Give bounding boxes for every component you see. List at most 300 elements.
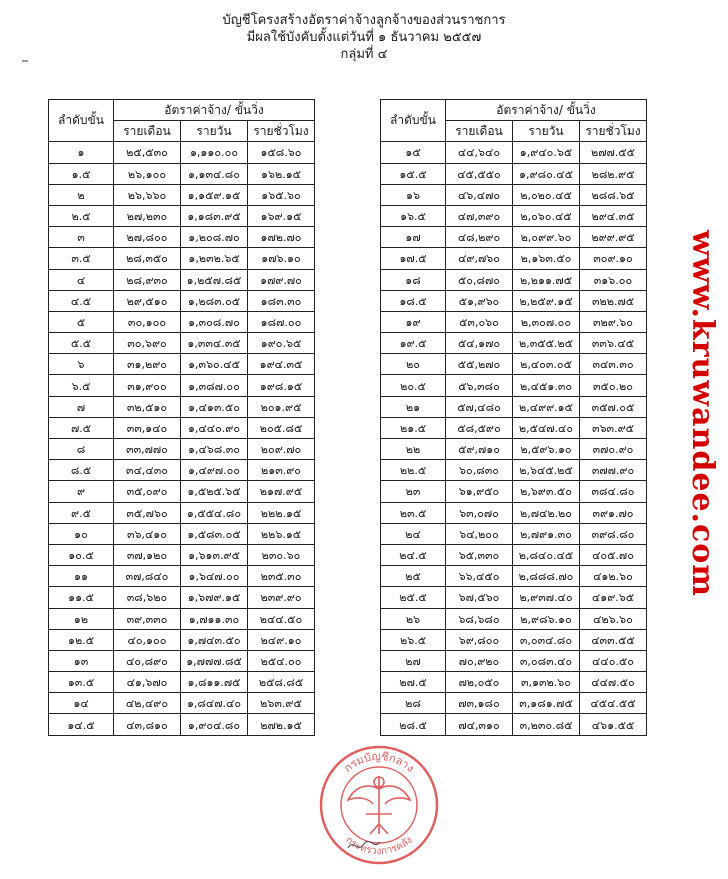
table-row <box>381 333 647 354</box>
monthly-cell: ๕๙,๗๑๐ <box>446 439 513 460</box>
step-cell: ๙ <box>49 481 114 502</box>
table-row <box>49 375 315 396</box>
hourly-cell: ๔๑๙.๖๕ <box>580 587 647 608</box>
hourly-cell: ๓๗๗.๙๐ <box>580 460 647 481</box>
table-row <box>49 672 315 693</box>
table-row <box>381 544 647 565</box>
daily-cell: ๑,๖๔๗.๐๐ <box>181 566 248 587</box>
monthly-cell: ๔๐,๑๐๐ <box>114 629 181 650</box>
step-cell: ๔.๕ <box>49 290 114 311</box>
step-cell: ๒๔.๕ <box>381 544 446 565</box>
monthly-cell: ๔๓,๘๑๐ <box>114 714 181 735</box>
table-row <box>49 417 315 438</box>
monthly-cell: ๓๐,๖๙๐ <box>114 333 181 354</box>
monthly-cell: ๔๐,๘๙๐ <box>114 650 181 671</box>
table-row <box>381 205 647 226</box>
step-cell: ๑๑ <box>49 566 114 587</box>
hourly-cell: ๒๒๖.๑๕ <box>248 523 315 544</box>
daily-cell: ๑,๕๕๔.๘๐ <box>181 502 248 523</box>
hourly-cell: ๔๒๖.๖๐ <box>580 608 647 629</box>
hourly-cell: ๓๙๘.๘๐ <box>580 523 647 544</box>
daily-cell: ๒,๑๖๓.๕๐ <box>513 248 580 269</box>
monthly-cell: ๒๗,๒๓๐ <box>114 205 181 226</box>
monthly-cell: ๖๖,๔๕๐ <box>446 566 513 587</box>
daily-cell: ๑,๑๑๐.๐๐ <box>181 142 248 163</box>
step-cell: ๒๒ <box>381 439 446 460</box>
header-daily: รายวัน <box>181 121 248 142</box>
step-cell: ๑๒ <box>49 608 114 629</box>
daily-cell: ๑,๔๔๐.๙๐ <box>181 417 248 438</box>
header-step: ลำดับขั้น <box>381 100 446 142</box>
table-row <box>49 608 315 629</box>
table-row <box>381 523 647 544</box>
daily-cell: ๑,๘๑๑.๗๕ <box>181 672 248 693</box>
step-cell: ๗.๕ <box>49 417 114 438</box>
hourly-cell: ๑๙๐.๖๕ <box>248 333 315 354</box>
monthly-cell: ๔๔,๖๔๐ <box>446 142 513 163</box>
table-row <box>381 672 647 693</box>
table-row <box>381 693 647 714</box>
garuda-emblem-icon <box>348 776 410 834</box>
step-cell: ๑.๕ <box>49 163 114 184</box>
step-cell: ๑๐.๕ <box>49 544 114 565</box>
table-row <box>381 163 647 184</box>
table-row <box>381 290 647 311</box>
official-seal <box>318 744 440 866</box>
table-row <box>49 481 315 502</box>
monthly-cell: ๖๙,๘๐๐ <box>446 629 513 650</box>
daily-cell: ๑,๔๑๓.๕๐ <box>181 396 248 417</box>
step-cell: ๖ <box>49 354 114 375</box>
step-cell: ๑๕ <box>381 142 446 163</box>
pencil-mark <box>22 60 28 62</box>
hourly-cell: ๒๗๗.๕๕ <box>580 142 647 163</box>
daily-cell: ๑,๗๑๑.๓๐ <box>181 608 248 629</box>
step-cell: ๕ <box>49 311 114 332</box>
monthly-cell: ๓๗,๑๒๐ <box>114 544 181 565</box>
monthly-cell: ๖๕,๓๓๐ <box>446 544 513 565</box>
hourly-cell: ๔๔๐.๕๐ <box>580 650 647 671</box>
hourly-cell: ๑๕๘.๖๐ <box>248 142 315 163</box>
daily-cell: ๑,๓๓๔.๓๕ <box>181 333 248 354</box>
monthly-cell: ๓๘,๖๒๐ <box>114 587 181 608</box>
monthly-cell: ๓๓,๑๔๐ <box>114 417 181 438</box>
monthly-cell: ๒๖,๖๖๐ <box>114 184 181 205</box>
daily-cell: ๑,๙๐๔.๘๐ <box>181 714 248 735</box>
daily-cell: ๑,๕๘๓.๐๕ <box>181 523 248 544</box>
daily-cell: ๒,๙๘๖.๑๐ <box>513 608 580 629</box>
table-row <box>49 587 315 608</box>
monthly-cell: ๔๕,๕๕๐ <box>446 163 513 184</box>
monthly-cell: ๔๒,๔๙๐ <box>114 693 181 714</box>
monthly-cell: ๗๓,๑๘๐ <box>446 693 513 714</box>
table-row <box>49 205 315 226</box>
header-hourly: รายชั่วโมง <box>580 121 647 142</box>
daily-cell: ๒,๔๙๙.๑๕ <box>513 396 580 417</box>
step-cell: ๑๗ <box>381 227 446 248</box>
table-row <box>49 693 315 714</box>
monthly-cell: ๕๓,๐๖๐ <box>446 311 513 332</box>
hourly-cell: ๓๗๐.๙๐ <box>580 439 647 460</box>
step-cell: ๑๖.๕ <box>381 205 446 226</box>
hourly-cell: ๓๕๐.๒๐ <box>580 375 647 396</box>
table-row <box>381 396 647 417</box>
monthly-cell: ๗๔,๓๑๐ <box>446 714 513 735</box>
monthly-cell: ๔๗,๓๙๐ <box>446 205 513 226</box>
step-cell: ๒๖.๕ <box>381 629 446 650</box>
monthly-cell: ๔๖,๔๗๐ <box>446 184 513 205</box>
daily-cell: ๑,๒๘๓.๐๕ <box>181 290 248 311</box>
daily-cell: ๒,๐๒๐.๔๕ <box>513 184 580 205</box>
step-cell: ๒๖ <box>381 608 446 629</box>
daily-cell: ๑,๙๔๐.๖๕ <box>513 142 580 163</box>
hourly-cell: ๒๗๒.๑๕ <box>248 714 315 735</box>
table-row <box>49 184 315 205</box>
daily-cell: ๒,๖๙๓.๕๐ <box>513 481 580 502</box>
monthly-cell: ๓๕,๐๙๐ <box>114 481 181 502</box>
step-cell: ๒๐.๕ <box>381 375 446 396</box>
table-row <box>381 269 647 290</box>
hourly-cell: ๒๔๙.๑๐ <box>248 629 315 650</box>
hourly-cell: ๓๑๖.๐๐ <box>580 269 647 290</box>
seal-top-text: กรมบัญชีกลาง <box>341 749 417 775</box>
daily-cell: ๒,๘๔๐.๔๕ <box>513 544 580 565</box>
step-cell: ๑๘ <box>381 269 446 290</box>
daily-cell: ๒,๕๔๗.๔๐ <box>513 417 580 438</box>
hourly-cell: ๑๙๔.๓๕ <box>248 354 315 375</box>
table-row <box>381 587 647 608</box>
monthly-cell: ๓๕,๗๖๐ <box>114 502 181 523</box>
step-cell: ๒๔ <box>381 523 446 544</box>
table-row <box>49 439 315 460</box>
hourly-cell: ๓๕๗.๐๕ <box>580 396 647 417</box>
table-row <box>49 502 315 523</box>
table-row <box>49 269 315 290</box>
daily-cell: ๑,๗๔๓.๕๐ <box>181 629 248 650</box>
monthly-cell: ๕๕,๒๗๐ <box>446 354 513 375</box>
step-cell: ๑ <box>49 142 114 163</box>
hourly-cell: ๒๑๗.๙๕ <box>248 481 315 502</box>
step-cell: ๒๗ <box>381 650 446 671</box>
step-cell: ๓.๕ <box>49 248 114 269</box>
monthly-cell: ๓๑,๙๐๐ <box>114 375 181 396</box>
table-row <box>49 311 315 332</box>
wage-table-left-body <box>49 142 315 735</box>
step-cell: ๒๘ <box>381 693 446 714</box>
hourly-cell: ๒๕๔.๐๐ <box>248 650 315 671</box>
daily-cell: ๑,๖๗๙.๑๕ <box>181 587 248 608</box>
hourly-cell: ๒๘๒.๙๕ <box>580 163 647 184</box>
monthly-cell: ๖๐,๘๓๐ <box>446 460 513 481</box>
monthly-cell: ๓๖,๔๑๐ <box>114 523 181 544</box>
hourly-cell: ๔๑๒.๖๐ <box>580 566 647 587</box>
step-cell: ๑๓.๕ <box>49 672 114 693</box>
monthly-cell: ๖๘,๖๘๐ <box>446 608 513 629</box>
monthly-cell: ๔๙,๗๖๐ <box>446 248 513 269</box>
monthly-cell: ๓๒,๕๑๐ <box>114 396 181 417</box>
table-row <box>381 460 647 481</box>
daily-cell: ๒,๒๑๑.๗๕ <box>513 269 580 290</box>
monthly-cell: ๗๒,๐๕๐ <box>446 672 513 693</box>
step-cell: ๒๕ <box>381 566 446 587</box>
step-cell: ๒๒.๕ <box>381 460 446 481</box>
step-cell: ๒๓ <box>381 481 446 502</box>
hourly-cell: ๔๔๗.๕๐ <box>580 672 647 693</box>
table-row <box>49 544 315 565</box>
table-row <box>381 184 647 205</box>
hourly-cell: ๑๘๗.๐๐ <box>248 311 315 332</box>
daily-cell: ๑,๖๑๓.๙๕ <box>181 544 248 565</box>
daily-cell: ๑,๔๙๗.๐๐ <box>181 460 248 481</box>
daily-cell: ๑,๙๘๐.๔๕ <box>513 163 580 184</box>
wage-table-right <box>380 99 647 736</box>
table-row <box>49 290 315 311</box>
step-cell: ๑๗.๕ <box>381 248 446 269</box>
document-title: บัญชีโครงสร้างอัตราค่าจ้างลูกจ้างของส่วนราชการ <box>222 13 506 28</box>
daily-cell: ๑,๔๖๘.๓๐ <box>181 439 248 460</box>
monthly-cell: ๒๖,๑๐๐ <box>114 163 181 184</box>
hourly-cell: ๒๐๕.๘๕ <box>248 417 315 438</box>
hourly-cell: ๒๓๙.๙๐ <box>248 587 315 608</box>
hourly-cell: ๔๐๕.๗๐ <box>580 544 647 565</box>
hourly-cell: ๑๗๒.๗๐ <box>248 227 315 248</box>
daily-cell: ๒,๐๖๐.๔๕ <box>513 205 580 226</box>
step-cell: ๓ <box>49 227 114 248</box>
hourly-cell: ๑๘๓.๓๐ <box>248 290 315 311</box>
hourly-cell: ๑๙๘.๑๕ <box>248 375 315 396</box>
monthly-cell: ๒๕,๕๓๐ <box>114 142 181 163</box>
step-cell: ๔ <box>49 269 114 290</box>
daily-cell: ๑,๒๓๒.๖๕ <box>181 248 248 269</box>
step-cell: ๒ <box>49 184 114 205</box>
hourly-cell: ๑๖๙.๑๕ <box>248 205 315 226</box>
step-cell: ๑๒.๕ <box>49 629 114 650</box>
hourly-cell: ๒๒๒.๑๕ <box>248 502 315 523</box>
step-cell: ๒๓.๕ <box>381 502 446 523</box>
hourly-cell: ๒๕๘.๘๕ <box>248 672 315 693</box>
step-cell: ๘.๕ <box>49 460 114 481</box>
table-row <box>381 629 647 650</box>
hourly-cell: ๓๔๓.๓๐ <box>580 354 647 375</box>
table-row <box>49 523 315 544</box>
header-monthly: รายเดือน <box>446 121 513 142</box>
daily-cell: ๓,๑๓๒.๖๐ <box>513 672 580 693</box>
daily-cell: ๒,๕๙๖.๑๐ <box>513 439 580 460</box>
monthly-cell: ๒๘,๓๕๐ <box>114 248 181 269</box>
table-row <box>381 248 647 269</box>
monthly-cell: ๕๘,๕๙๐ <box>446 417 513 438</box>
table-row <box>381 227 647 248</box>
header-daily: รายวัน <box>513 121 580 142</box>
daily-cell: ๒,๐๙๙.๖๐ <box>513 227 580 248</box>
hourly-cell: ๒๖๓.๙๕ <box>248 693 315 714</box>
table-row <box>381 481 647 502</box>
daily-cell: ๓,๐๘๓.๔๐ <box>513 650 580 671</box>
table-row <box>49 354 315 375</box>
step-cell: ๑๙.๕ <box>381 333 446 354</box>
step-cell: ๘ <box>49 439 114 460</box>
table-row <box>381 714 647 735</box>
step-cell: ๒๕.๕ <box>381 587 446 608</box>
daily-cell: ๑,๒๐๘.๗๐ <box>181 227 248 248</box>
daily-cell: ๒,๔๕๑.๓๐ <box>513 375 580 396</box>
wage-table-left <box>48 99 315 736</box>
hourly-cell: ๒๐๑.๙๕ <box>248 396 315 417</box>
seal-bottom-text: กระทรวงการคลัง <box>343 834 415 858</box>
hourly-cell: ๒๓๐.๖๐ <box>248 544 315 565</box>
daily-cell: ๑,๑๓๔.๘๐ <box>181 163 248 184</box>
daily-cell: ๑,๑๕๙.๑๕ <box>181 184 248 205</box>
table-row <box>381 375 647 396</box>
daily-cell: ๒,๔๐๓.๐๕ <box>513 354 580 375</box>
table-row <box>381 502 647 523</box>
step-cell: ๖.๕ <box>49 375 114 396</box>
table-row <box>381 566 647 587</box>
monthly-cell: ๗๐,๙๒๐ <box>446 650 513 671</box>
monthly-cell: ๖๓,๐๗๐ <box>446 502 513 523</box>
table-row <box>381 439 647 460</box>
step-cell: ๑๔ <box>49 693 114 714</box>
table-row <box>49 460 315 481</box>
monthly-cell: ๓๐,๑๐๐ <box>114 311 181 332</box>
step-cell: ๑๖ <box>381 184 446 205</box>
monthly-cell: ๓๑,๒๙๐ <box>114 354 181 375</box>
daily-cell: ๒,๓๕๕.๒๕ <box>513 333 580 354</box>
daily-cell: ๑,๒๕๗.๘๕ <box>181 269 248 290</box>
monthly-cell: ๒๗,๘๐๐ <box>114 227 181 248</box>
table-row <box>49 396 315 417</box>
table-row <box>49 629 315 650</box>
step-cell: ๒๘.๕ <box>381 714 446 735</box>
hourly-cell: ๓๖๓.๙๕ <box>580 417 647 438</box>
step-cell: ๑๓ <box>49 650 114 671</box>
monthly-cell: ๕๑,๙๖๐ <box>446 290 513 311</box>
hourly-cell: ๒๙๙.๙๕ <box>580 227 647 248</box>
monthly-cell: ๕๖,๓๘๐ <box>446 375 513 396</box>
hourly-cell: ๓๒๙.๖๐ <box>580 311 647 332</box>
step-cell: ๑๘.๕ <box>381 290 446 311</box>
hourly-cell: ๓๐๙.๑๐ <box>580 248 647 269</box>
daily-cell: ๓,๒๓๐.๘๕ <box>513 714 580 735</box>
table-row <box>381 608 647 629</box>
daily-cell: ๑,๓๖๐.๔๕ <box>181 354 248 375</box>
step-cell: ๑๐ <box>49 523 114 544</box>
monthly-cell: ๓๓,๗๗๐ <box>114 439 181 460</box>
svg-text:กระทรวงการคลัง <box>343 835 415 857</box>
daily-cell: ๑,๕๒๕.๖๕ <box>181 481 248 502</box>
hourly-cell: ๒๓๕.๓๐ <box>248 566 315 587</box>
step-cell: ๗ <box>49 396 114 417</box>
hourly-cell: ๔๖๑.๕๕ <box>580 714 647 735</box>
table-row <box>49 566 315 587</box>
daily-cell: ๑,๘๔๗.๔๐ <box>181 693 248 714</box>
table-row <box>49 650 315 671</box>
table-row <box>49 227 315 248</box>
hourly-cell: ๑๖๕.๖๐ <box>248 184 315 205</box>
hourly-cell: ๒๘๘.๖๕ <box>580 184 647 205</box>
step-cell: ๑๙ <box>381 311 446 332</box>
website-watermark: www.kruwandee.com <box>685 230 720 597</box>
wage-table-right-body <box>381 142 647 735</box>
monthly-cell: ๒๙,๕๑๐ <box>114 290 181 311</box>
hourly-cell: ๒๔๔.๕๐ <box>248 608 315 629</box>
table-row <box>381 354 647 375</box>
group-label: กลุ่มที่ ๔ <box>340 47 388 62</box>
header-step: ลำดับขั้น <box>49 100 114 142</box>
hourly-cell: ๓๙๑.๗๐ <box>580 502 647 523</box>
monthly-cell: ๒๘,๙๓๐ <box>114 269 181 290</box>
hourly-cell: ๒๐๙.๗๐ <box>248 439 315 460</box>
monthly-cell: ๓๔,๔๓๐ <box>114 460 181 481</box>
header-rate: อัตราค่าจ้าง/ ขั้นวิ่ง <box>446 100 647 121</box>
step-cell: ๒๗.๕ <box>381 672 446 693</box>
daily-cell: ๒,๒๕๙.๑๕ <box>513 290 580 311</box>
monthly-cell: ๔๑,๖๗๐ <box>114 672 181 693</box>
table-row <box>49 163 315 184</box>
table-row <box>49 333 315 354</box>
hourly-cell: ๑๖๒.๑๕ <box>248 163 315 184</box>
step-cell: ๒๑ <box>381 396 446 417</box>
step-cell: ๑๑.๕ <box>49 587 114 608</box>
step-cell: ๑๕.๕ <box>381 163 446 184</box>
daily-cell: ๒,๗๔๒.๒๐ <box>513 502 580 523</box>
hourly-cell: ๑๗๙.๗๐ <box>248 269 315 290</box>
hourly-cell: ๔๓๓.๕๕ <box>580 629 647 650</box>
daily-cell: ๒,๙๓๗.๔๐ <box>513 587 580 608</box>
monthly-cell: ๖๑,๙๕๐ <box>446 481 513 502</box>
step-cell: ๒.๕ <box>49 205 114 226</box>
daily-cell: ๓,๑๘๑.๗๕ <box>513 693 580 714</box>
monthly-cell: ๕๐,๘๗๐ <box>446 269 513 290</box>
hourly-cell: ๒๙๔.๓๕ <box>580 205 647 226</box>
hourly-cell: ๓๘๔.๘๐ <box>580 481 647 502</box>
table-row <box>381 650 647 671</box>
step-cell: ๙.๕ <box>49 502 114 523</box>
table-row <box>381 311 647 332</box>
hourly-cell: ๑๗๖.๑๐ <box>248 248 315 269</box>
monthly-cell: ๔๘,๒๙๐ <box>446 227 513 248</box>
effective-date-line: มีผลใช้บังคับตั้งแต่วันที่ ๑ ธันวาคม ๒๕๕๗ <box>246 30 482 45</box>
monthly-cell: ๖๔,๒๐๐ <box>446 523 513 544</box>
daily-cell: ๑,๑๘๓.๙๕ <box>181 205 248 226</box>
monthly-cell: ๕๗,๔๘๐ <box>446 396 513 417</box>
daily-cell: ๒,๗๙๑.๓๐ <box>513 523 580 544</box>
daily-cell: ๓,๐๓๔.๘๐ <box>513 629 580 650</box>
daily-cell: ๒,๘๘๘.๗๐ <box>513 566 580 587</box>
table-row <box>49 714 315 735</box>
daily-cell: ๒,๖๔๕.๒๕ <box>513 460 580 481</box>
monthly-cell: ๕๔,๑๗๐ <box>446 333 513 354</box>
hourly-cell: ๔๕๔.๕๕ <box>580 693 647 714</box>
header-monthly: รายเดือน <box>114 121 181 142</box>
table-row <box>381 142 647 163</box>
hourly-cell: ๒๑๓.๙๐ <box>248 460 315 481</box>
daily-cell: ๒,๓๐๗.๐๐ <box>513 311 580 332</box>
step-cell: ๒๑.๕ <box>381 417 446 438</box>
table-row <box>49 248 315 269</box>
monthly-cell: ๓๙,๓๓๐ <box>114 608 181 629</box>
daily-cell: ๑,๓๘๗.๐๐ <box>181 375 248 396</box>
step-cell: ๕.๕ <box>49 333 114 354</box>
monthly-cell: ๓๗,๘๔๐ <box>114 566 181 587</box>
header-hourly: รายชั่วโมง <box>248 121 315 142</box>
table-row <box>49 142 315 163</box>
step-cell: ๑๔.๕ <box>49 714 114 735</box>
monthly-cell: ๖๗,๕๖๐ <box>446 587 513 608</box>
hourly-cell: ๓๓๖.๔๕ <box>580 333 647 354</box>
header-rate: อัตราค่าจ้าง/ ขั้นวิ่ง <box>114 100 315 121</box>
step-cell: ๒๐ <box>381 354 446 375</box>
